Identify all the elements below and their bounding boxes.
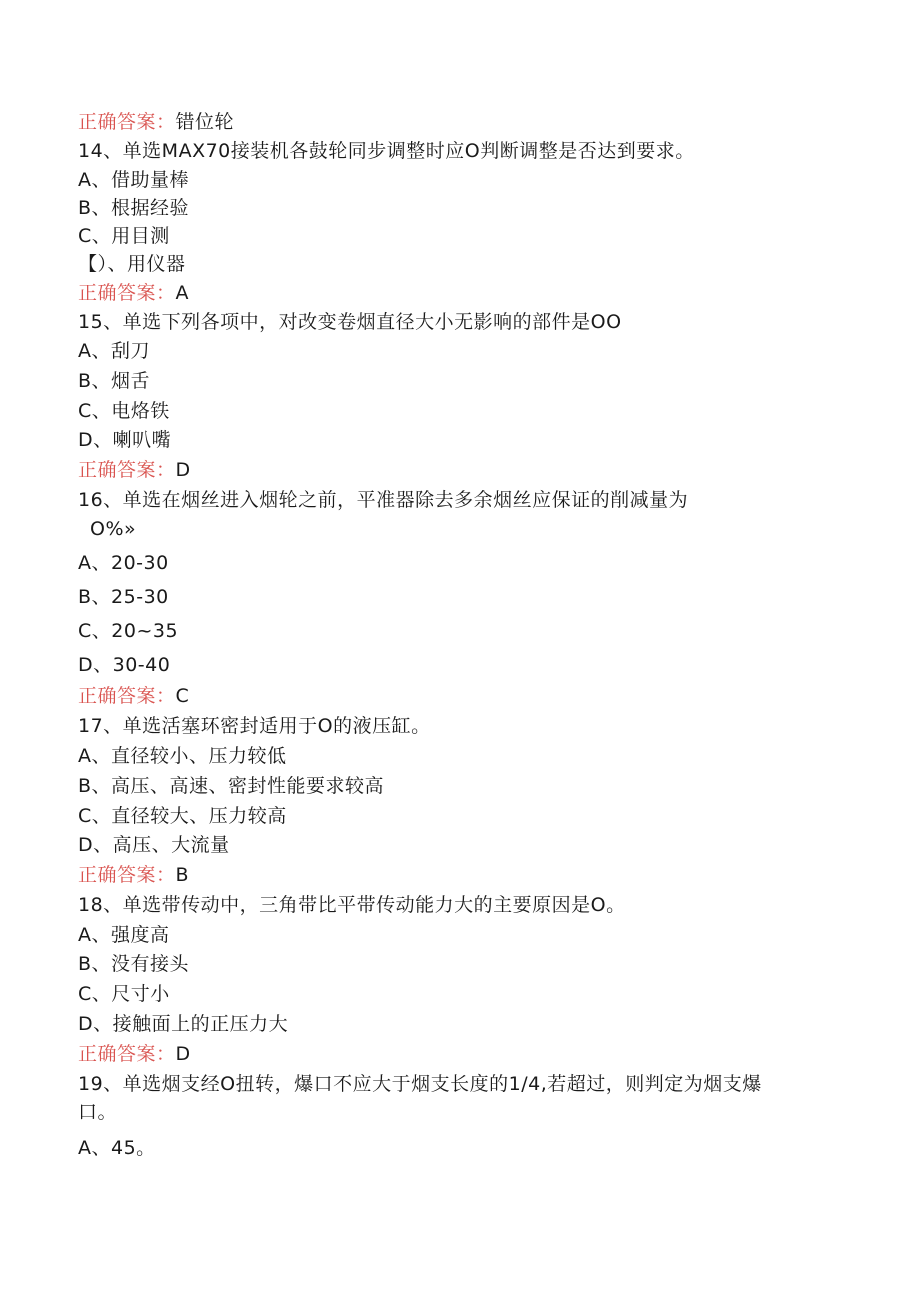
question-19: 19、单选烟支经O扭转，爆口不应大于烟支长度的1/4,若超过，则判定为烟支爆 — [78, 1073, 762, 1095]
option-c: C、用目测 — [78, 225, 170, 247]
question-18: 18、单选带传动中，三角带比平带传动能力大的主要原因是O。 — [78, 894, 626, 916]
option-b: B、根据经验 — [78, 197, 190, 219]
option-c: C、电烙铁 — [78, 400, 170, 422]
option-b: B、25-30 — [78, 586, 169, 608]
option-d: 【）、用仪器 — [78, 253, 186, 275]
answer-line — [78, 110, 234, 134]
question-16-continuation: O%» — [90, 518, 137, 540]
option-c: C、20~35 — [78, 620, 179, 642]
option-a: A、直径较小、压力较低 — [78, 745, 287, 767]
question-15: 15、单选下列各项中，对改变卷烟直径大小无影响的部件是OO — [78, 311, 622, 333]
option-d: D、喇叭嘴 — [78, 429, 172, 451]
option-a: A、刮刀 — [78, 340, 150, 362]
option-b: B、没有接头 — [78, 953, 190, 975]
option-a: A、20-30 — [78, 552, 169, 574]
option-a: A、借助量棒 — [78, 169, 189, 191]
answer-label: 正确答案： — [78, 685, 176, 707]
answer-line — [78, 684, 189, 708]
answer-value: A — [175, 282, 190, 304]
option-b: B、烟舌 — [78, 370, 151, 392]
option-c: C、尺寸小 — [78, 983, 170, 1005]
option-b: B、高压、高速、密封性能要求较高 — [78, 775, 385, 797]
answer-value: D — [175, 459, 191, 481]
answer-value: D — [175, 1043, 191, 1065]
answer-line — [78, 1042, 191, 1066]
answer-value: C — [175, 685, 190, 707]
option-d: D、接触面上的正压力大 — [78, 1013, 289, 1035]
answer-label: 正确答案： — [78, 282, 176, 304]
option-c: C、直径较大、压力较高 — [78, 805, 287, 827]
answer-label: 正确答案： — [78, 111, 176, 133]
answer-value: 错位轮 — [175, 111, 235, 133]
answer-line — [78, 863, 189, 887]
answer-label: 正确答案： — [78, 864, 176, 886]
answer-value: B — [175, 864, 190, 886]
question-17: 17、单选活塞环密封适用于O的液压缸。 — [78, 715, 431, 737]
question-16: 16、单选在烟丝进入烟轮之前，平准器除去多余烟丝应保证的削减量为 — [78, 489, 689, 511]
option-a: A、45。 — [78, 1137, 156, 1159]
answer-label: 正确答案： — [78, 1043, 176, 1065]
option-d: D、高压、大流量 — [78, 834, 230, 856]
answer-line — [78, 458, 191, 482]
question-19-continuation: 口。 — [78, 1101, 118, 1123]
question-14: 14、单选MAX70接装机各鼓轮同步调整时应O判断调整是否达到要求。 — [78, 140, 695, 162]
answer-line — [78, 281, 189, 305]
option-d: D、30-40 — [78, 654, 171, 676]
option-a: A、强度高 — [78, 924, 170, 946]
answer-label: 正确答案： — [78, 459, 176, 481]
